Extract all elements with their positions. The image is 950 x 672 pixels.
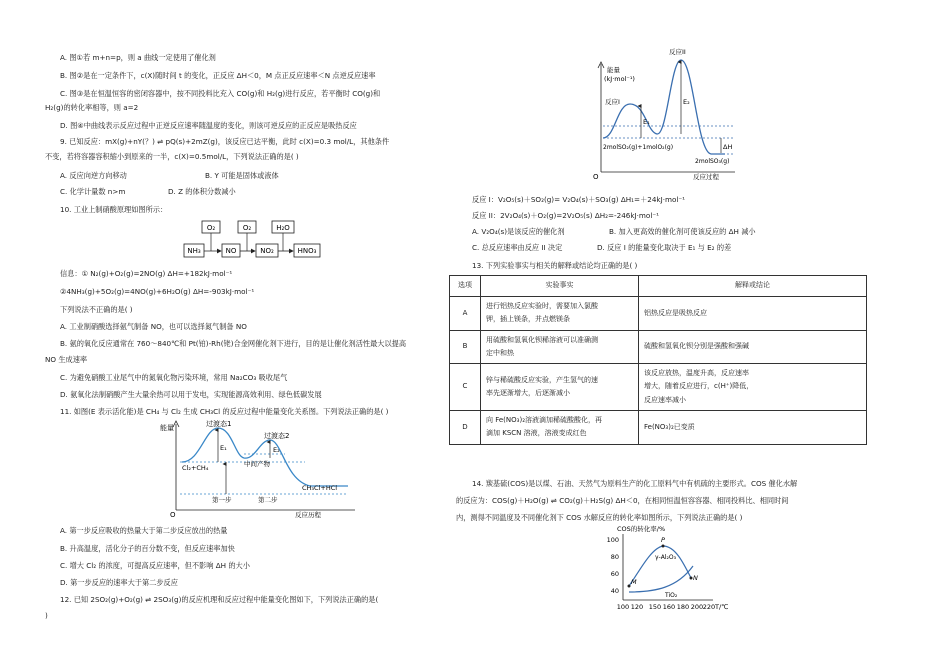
q11-option-b: B. 升高温度，活化分子的百分数不变，但反应速率加快 <box>60 544 235 553</box>
q11-stem: 11. 如图(E 表示活化能)是 CH₄ 与 Cl₂ 生成 CH₃Cl 的反应过程中能量变化关系图。下列说法正确的是( ) <box>60 407 389 416</box>
fig11-e2: E₂ <box>273 446 280 454</box>
fig12-e1: E₁ <box>643 118 650 126</box>
row-option: B <box>450 330 481 364</box>
q13-table <box>449 275 867 445</box>
nitric-acid-flow-diagram <box>180 215 350 265</box>
fig14-xtick-160: 160 <box>662 603 676 611</box>
flow-no: NO <box>225 247 237 255</box>
row-conclusion: Fe(NO₃)₂已变质 <box>639 411 867 445</box>
q11-energy-diagram <box>160 418 360 518</box>
reaction-1: 反应 I：V₂O₅(s)＋SO₂(g)= V₂O₄(s)＋SO₃(g) ΔH₁=＋24kJ·mol⁻¹ <box>472 195 686 204</box>
row-conclusion: 硫酸和氢氧化钡分别是强酸和强碱 <box>639 330 867 364</box>
fig14-xtick-100: 100 <box>616 603 630 611</box>
fig14-ytick-80: 80 <box>610 553 619 561</box>
fig11-y-label: 能量 <box>160 424 174 432</box>
q8-option-a: A. 图①若 m+n=p，则 a 曲线一定使用了催化剂 <box>60 53 216 62</box>
fig12-x-label: 反应过程 <box>693 173 719 181</box>
row-fact: 锌与稀硫酸反应实验，产生氢气的速 率先逐渐增大，后逐渐减小 <box>481 364 639 411</box>
q9-option-d: D. Z 的体积分数减小 <box>168 187 236 196</box>
row-fact: 用硫酸和氢氧化钡稀溶液可以准确测 定中和热 <box>481 330 639 364</box>
row-option: D <box>450 411 481 445</box>
row-option: C <box>450 364 481 411</box>
table-header <box>450 276 867 297</box>
q12-stem-cont: ) <box>45 611 48 620</box>
fig14-xtick-180: 180 <box>676 603 690 611</box>
fig14-curve-tio2: TiO₂ <box>665 592 678 599</box>
flow-top-o2-b: O₂ <box>242 224 252 232</box>
fig11-e1: E₁ <box>220 444 227 452</box>
flow-hno3: HNO₃ <box>297 247 317 255</box>
header-conclusion: 解释或结论 <box>639 276 867 297</box>
q10-option-b-cont: NO 生成速率 <box>45 355 88 364</box>
q8-option-c: C. 图③是在恒温恒容的密闭容器中，按不同投料比充入 CO(g)和 H₂(g)进行反应，若平衡时 CO(g)和 <box>60 89 381 98</box>
fig14-x-title: T/℃ <box>715 603 729 611</box>
q11-option-d: D. 第一步反应的速率大于第二步反应 <box>60 578 178 587</box>
q8-option-b: B. 图②是在一定条件下，c(X)随时间 t 的变化，正反应 ΔH＜0，M 点正反应速率＜N 点逆反应速率 <box>60 71 376 80</box>
table-row <box>450 330 867 364</box>
q12-option-c: C. 总反应速率由反应 II 决定 <box>472 243 563 252</box>
q10-option-b: B. 氨的氧化反应通常在 760～840℃和 Pt(铂)-Rh(铑)合金网催化剂下进行，目的是让催化剂活性最大以提高 <box>60 339 407 348</box>
row-fact: 向 Fe(NO₃)₂溶液滴加稀硫酸酸化，再 滴加 KSCN 溶液，溶液变成红色 <box>481 411 639 445</box>
q12-energy-diagram <box>585 42 745 182</box>
q12-stem: 12. 已知 2SO₂(g)+O₂(g) ⇌ 2SO₃(g)的反应机理和反应过程中能量变化图如下，下列说法正确的是( <box>60 595 379 604</box>
fig14-ytick-100: 100 <box>606 536 619 544</box>
fig14-xtick-220: 220 <box>702 603 716 611</box>
fig14-y-title: COS的转化率/% <box>617 525 666 533</box>
fig12-e2: E₂ <box>683 98 690 106</box>
fig14-xtick-150: 150 <box>648 603 662 611</box>
fig12-reactant: 2molSO₂(g)+1molO₂(g) <box>603 144 674 151</box>
q10-info-2: ②4NH₃(g)+5O₂(g)=4NO(g)+6H₂O(g) ΔH=-903kJ·mol⁻¹ <box>60 287 255 296</box>
row-option: A <box>450 297 481 331</box>
q12-option-d: D. 反应 I 的能量变化取决于 E₁ 与 E₂ 的差 <box>597 243 732 252</box>
flow-top-o2-a: O₂ <box>206 224 216 232</box>
fig11-step1: 第一步 <box>212 496 232 504</box>
flow-top-h2o: H₂O <box>276 224 290 232</box>
fig11-ts2: 过渡态2 <box>264 432 290 440</box>
q9-stem-cont: 不变，若将容器容积缩小到原来的一半，c(X)=0.5mol/L，下列说法正确的是( ) <box>45 152 299 161</box>
header-fact: 实验事实 <box>481 276 639 297</box>
reaction-2: 反应 II：2V₂O₄(s)＋O₂(g)=2V₂O₅(s) ΔH₂=-246kJ·mol⁻¹ <box>472 211 659 220</box>
q8-option-d: D. 图④中曲线表示反应过程中正逆反应速率随温度的变化，则该可逆反应的正反应是吸热反应 <box>60 121 357 130</box>
q10-info-1: 信息：① N₂(g)+O₂(g)=2NO(g) ΔH=+182kJ·mol⁻¹ <box>60 269 233 278</box>
table-row <box>450 297 867 331</box>
fig11-x-label: 反应历程 <box>295 511 321 518</box>
q14-conversion-chart <box>595 522 745 614</box>
fig11-step2: 第二步 <box>258 496 278 504</box>
fig12-ts1: 反应I <box>605 98 620 106</box>
q12-option-a: A. V₂O₄(s)是该反应的催化剂 <box>472 227 565 236</box>
fig12-ts2: 反应II <box>669 48 686 56</box>
q9-option-b: B. Y 可能是固体或液体 <box>205 171 279 180</box>
q8-option-c-cont: H₂(g)的转化率相等，则 a=2 <box>45 103 139 112</box>
q14-stem-2: 的反应为：COS(g)＋H₂O(g) ⇌ CO₂(g)＋H₂S(g) ΔH＜0，在相同恒温恒容容器、相同投料比、相同时间 <box>456 496 789 505</box>
q11-option-a: A. 第一步反应吸收的热量大于第二步反应放出的热量 <box>60 526 228 535</box>
q10-option-d: D. 氨氧化法制硝酸产生大量余热可以用于发电，实现能源高效利用、绿色低碳发展 <box>60 390 322 399</box>
fig14-ytick-40: 40 <box>610 587 619 595</box>
table-row <box>450 411 867 445</box>
q10-option-c: C. 为避免硝酸工业尾气中的氮氧化物污染环境，常用 Na₂CO₃ 吸收尾气 <box>60 373 288 382</box>
q10-question: 下列说法不正确的是( ) <box>60 305 133 314</box>
fig12-y-label-2: (kJ·mol⁻¹) <box>604 75 635 83</box>
fig14-ytick-60: 60 <box>610 570 619 578</box>
fig14-xtick-200: 200 <box>690 603 704 611</box>
fig14-curve-al2o3: γ-Al₂O₃ <box>655 554 677 561</box>
fig12-origin: O <box>593 173 599 181</box>
q9-stem: 9. 已知反应：mX(g)+nY(？) ⇌ pQ(s)+2mZ(g)，该反应已达平衡，此时 c(X)=0.3 mol/L，其他条件 <box>60 137 390 146</box>
header-option: 选项 <box>450 276 481 297</box>
q14-stem-1: 14. 羰基硫(COS)是以煤、石油、天然气为原料生产的化工原料气中有机硫的主要形式。COS 催化水解 <box>472 479 798 488</box>
fig12-y-label-1: 能量 <box>607 66 620 74</box>
q11-option-c: C. 增大 Cl₂ 的浓度，可提高反应速率，但不影响 ΔH 的大小 <box>60 561 250 570</box>
q9-option-a: A. 反应向逆方向移动 <box>60 171 127 180</box>
fig14-point-m: M <box>631 578 637 586</box>
fig12-product: 2molSO₃(g) <box>695 158 730 165</box>
table-row <box>450 364 867 411</box>
q10-stem: 10. 工业上制硝酸原理如图所示： <box>60 205 168 214</box>
q9-option-c: C. 化学计量数 n>m <box>60 187 126 196</box>
fig11-intermediate: 中间产物 <box>244 460 270 468</box>
q13-stem: 13. 下列实验事实与相关的解释或结论均正确的是( ) <box>472 261 638 270</box>
q12-option-b: B. 加入更高效的催化剂可使该反应的 ΔH 减小 <box>609 227 756 236</box>
fig14-point-p: P <box>661 536 665 544</box>
fig11-reactant: Cl₂+CH₄ <box>182 464 209 472</box>
row-conclusion: 该反应放热，温度升高，反应速率 增大，随着反应进行，c(H⁺)降低， 反应速率减小 <box>639 364 867 411</box>
row-fact: 进行铝热反应实验时，需要加入氯酸 钾，插上镁条，并点燃镁条 <box>481 297 639 331</box>
fig11-product: CH₃Cl+HCl <box>302 484 338 492</box>
flow-nh3: NH₃ <box>187 247 201 255</box>
q14-stem-3: 内，测得不同温度及不同催化剂下 COS 水解反应的转化率如图所示，下列说法正确的是( ) <box>456 513 743 522</box>
fig12-dh: ΔH <box>723 143 733 151</box>
row-conclusion: 铝热反应是吸热反应 <box>639 297 867 331</box>
fig14-xtick-120: 120 <box>630 603 644 611</box>
fig11-ts1: 过渡态1 <box>206 420 232 428</box>
fig11-origin: O <box>170 511 176 518</box>
q10-option-a: A. 工业制硝酸选择氨气制备 NO，也可以选择氮气制备 NO <box>60 322 247 331</box>
fig14-point-n: N <box>693 574 698 582</box>
flow-no2: NO₂ <box>260 247 274 255</box>
